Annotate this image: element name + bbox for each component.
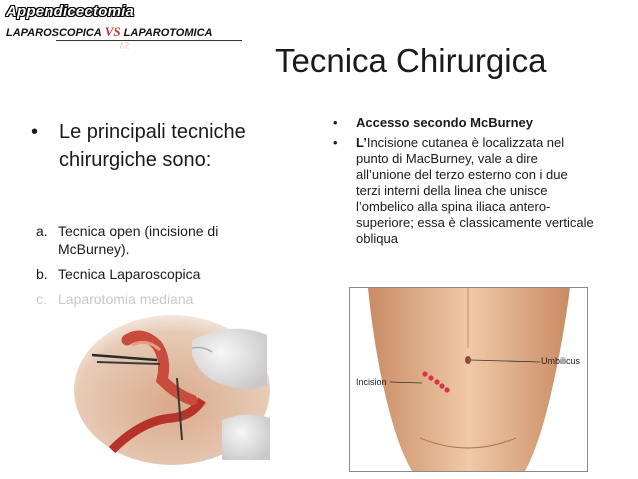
list-item-text: Laparotomia mediana: [58, 291, 194, 307]
incision-dot: [434, 379, 439, 384]
list-item-text: Incisione cutanea è localizzata nel punto di MacBurney, vale a dire all’unione del terzo esterno con i due terzi interni della linea che unisce l’ombelico alla spina iliaca antero-superiore; essa è classicamente verticale obliqua: [356, 135, 594, 246]
list-item: [36, 222, 268, 258]
list-marker: a.: [36, 223, 48, 239]
header-right-label: LAPAROTOMICA: [123, 27, 213, 39]
header-left-label: LAPAROSCOPICA: [6, 27, 102, 39]
header-vs-reflection: VS: [119, 40, 129, 50]
surgery-photo: [72, 300, 272, 465]
presentation-header-title: Appendicectomia: [6, 3, 135, 20]
bullet-marker: •: [333, 135, 338, 150]
incision-dot: [422, 371, 427, 376]
torso-shape: [368, 288, 570, 471]
list-item-body: [356, 135, 595, 247]
incision-label: Incision: [356, 377, 387, 387]
list-item: [36, 265, 268, 283]
bullet-marker: •: [31, 121, 39, 143]
umbilicus-mark: [465, 356, 471, 364]
header-divider: [56, 40, 242, 41]
list-item-text: Tecnica Laparoscopica: [58, 266, 201, 282]
list-marker: b.: [36, 266, 48, 282]
list-item: [333, 115, 595, 131]
list-item: [333, 135, 595, 247]
list-item-lead: L’: [356, 135, 367, 150]
slide-title: Tecnica Chirurgica: [275, 42, 547, 79]
header-subtitle: [6, 24, 212, 40]
left-intro-bullet: [31, 118, 301, 174]
header-vs-label: VS: [104, 24, 121, 39]
left-intro-text: Le principali tecniche chirurgiche sono:: [59, 121, 246, 171]
bullet-marker: •: [333, 115, 338, 130]
mcburney-notes: [333, 115, 595, 251]
gloved-hand-lower: [222, 414, 270, 460]
list-marker: c.: [36, 291, 47, 307]
incision-dot: [428, 375, 433, 380]
umbilicus-label: Umbilicus: [541, 356, 581, 366]
incision-dot: [439, 383, 444, 388]
list-item-text: Accesso secondo McBurney: [356, 115, 534, 130]
mcburney-diagram: [349, 287, 588, 472]
list-item-text: Tecnica open (incisione di McBurney).: [58, 223, 219, 257]
incision-dot: [444, 387, 449, 392]
